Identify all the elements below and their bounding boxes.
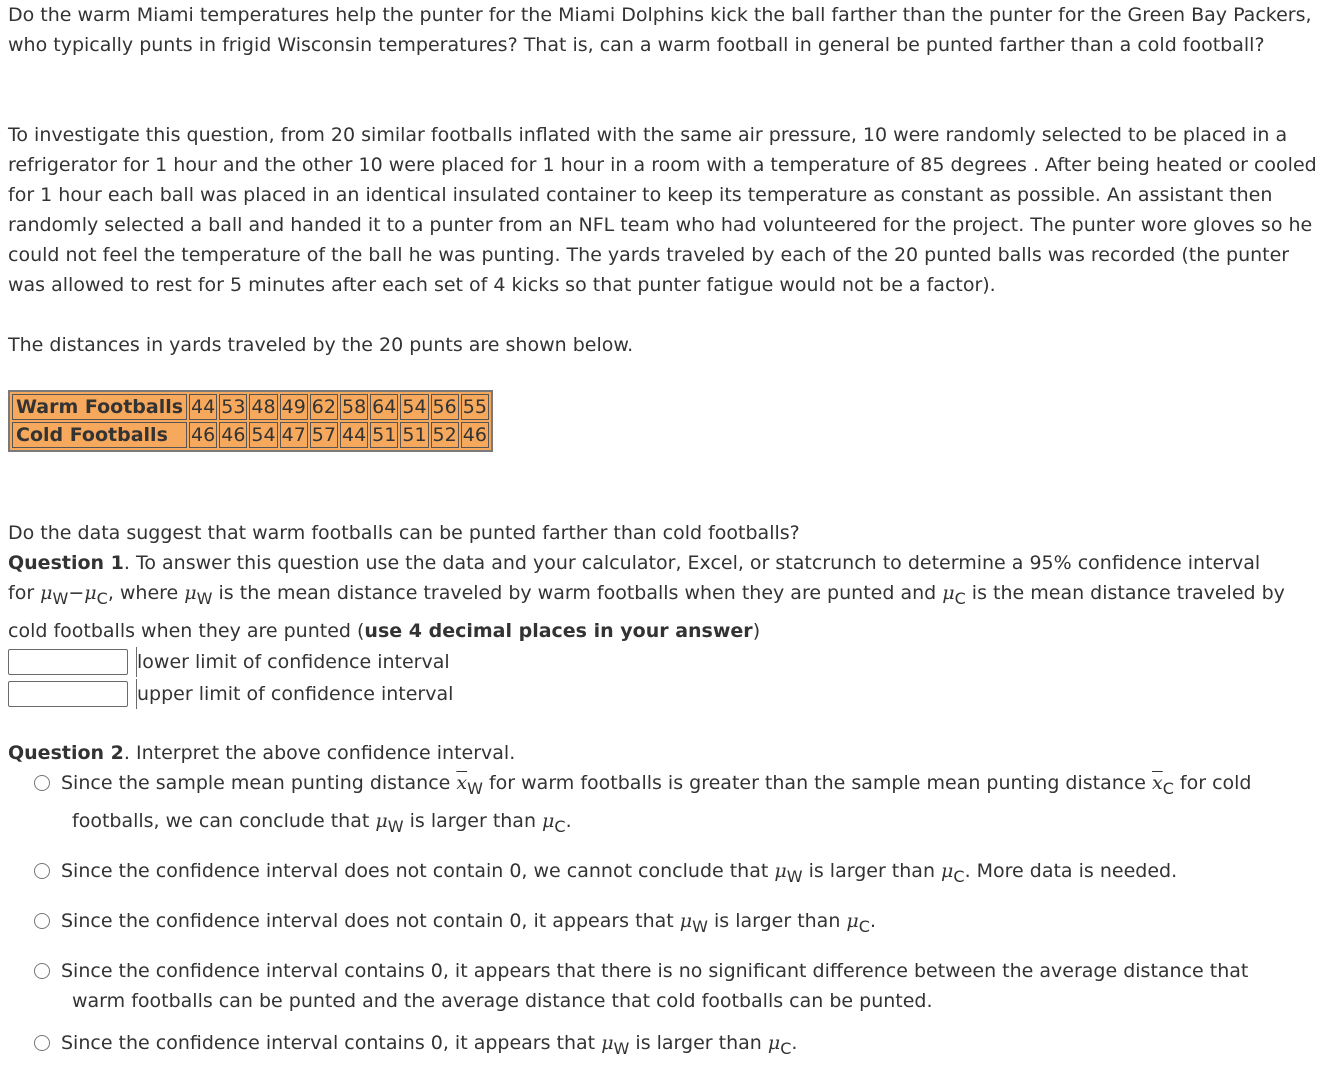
upper-limit-input[interactable]: [8, 681, 128, 707]
option-text-part: footballs, we can conclude that: [72, 810, 376, 832]
table-cell: 62: [311, 396, 336, 418]
table-cell: 44: [191, 396, 216, 418]
option-text-part: .: [565, 810, 572, 832]
q1-text: ): [752, 620, 761, 642]
option-text-part: .: [869, 910, 876, 932]
answer-option-2[interactable]: [34, 856, 1314, 886]
table-cell: 64: [372, 396, 397, 418]
table-cell: 47: [281, 424, 306, 446]
table-cell: 57: [311, 424, 336, 446]
subscript: C: [858, 917, 870, 936]
table-cell: 56: [432, 396, 457, 418]
subscript: W: [196, 589, 213, 608]
q1-text: for: [8, 582, 41, 604]
distances-intro: The distances in yards traveled by the 20 punts are shown below.: [8, 334, 634, 356]
subscript: C: [780, 1039, 792, 1058]
mu-symbol: μ: [601, 1032, 614, 1054]
question-2-heading: [8, 738, 515, 768]
option-text-part: Since the confidence interval contains 0, it appears that: [61, 1032, 602, 1054]
option-text: [34, 768, 1314, 798]
option-text-part: .: [791, 1032, 798, 1054]
table-cell: 48: [251, 396, 276, 418]
row-label: Warm Footballs: [12, 394, 187, 420]
question-1-label: Question 1: [8, 552, 124, 574]
table-row-cold: [12, 422, 489, 448]
radio-button[interactable]: [34, 775, 50, 791]
mu-symbol: μ: [542, 810, 555, 832]
punt-distance-table: [8, 390, 493, 452]
minus-sign: −: [68, 582, 85, 604]
option-text: [34, 1028, 1314, 1058]
option-text-part: is larger than: [707, 910, 847, 932]
subscript: W: [387, 817, 404, 836]
q1-bold-instruction: use 4 decimal places in your answer: [364, 620, 753, 642]
upper-limit-row: [8, 679, 453, 709]
q1-text: , where: [107, 582, 185, 604]
subscript: C: [1162, 779, 1174, 798]
subscript: W: [692, 917, 708, 936]
option-text-part: is larger than: [403, 810, 543, 832]
table-cell: 51: [372, 424, 397, 446]
option-text-continued: warm footballs can be punted and the average distance that cold footballs can be punted.: [72, 990, 933, 1012]
mu-symbol: μ: [774, 860, 787, 882]
q1-text: is the mean distance traveled by warm footballs when they are punted and: [212, 582, 943, 604]
table-cell: 46: [462, 424, 487, 446]
option-text-part: Since the confidence interval does not contain 0, we cannot conclude that: [61, 860, 775, 882]
radio-button[interactable]: [34, 963, 50, 979]
radio-button[interactable]: [34, 913, 50, 929]
subscript: C: [954, 589, 966, 608]
answer-option-5[interactable]: [34, 1028, 1314, 1058]
subscript: W: [52, 589, 69, 608]
option-text-part: for cold: [1173, 772, 1252, 794]
row-label: Cold Footballs: [12, 422, 187, 448]
radio-button[interactable]: [34, 1035, 50, 1051]
option-text-part: Since the sample mean punting distance: [61, 772, 457, 794]
mu-symbol: μ: [375, 810, 388, 832]
lower-limit-input[interactable]: [8, 649, 128, 675]
question-1-line-2: [8, 578, 1285, 608]
table-cell: 46: [191, 424, 216, 446]
mu-symbol: μ: [679, 910, 693, 932]
table-cell: 51: [402, 424, 427, 446]
q1-text: cold footballs when they are punted (: [8, 620, 365, 642]
option-text-part: . More data is needed.: [964, 860, 1178, 882]
option-text-continued: [34, 806, 1314, 836]
mu-symbol: μ: [941, 860, 954, 882]
answer-option-1[interactable]: [34, 768, 1314, 836]
answer-option-4[interactable]: [34, 956, 1314, 1016]
x-bar-symbol: $\overline{x}$: [456, 772, 468, 794]
option-text-part: Since the confidence interval does not contain 0, it appears that: [61, 910, 680, 932]
subscript: C: [96, 589, 108, 608]
question-text: Do the data suggest that warm footballs can be punted farther than cold footballs?: [8, 522, 800, 544]
option-text: Since the confidence interval contains 0, it appears that there is no significant difference between the average distance that: [61, 960, 1249, 982]
option-text-part: is larger than: [802, 860, 942, 882]
subscript: W: [613, 1039, 630, 1058]
mu-symbol: μ: [184, 582, 197, 604]
question-1-text: . To answer this question use the data and your calculator, Excel, or statcrunch to determine a 95% confidence interval: [123, 552, 1261, 574]
question-2-text: . Interpret the above confidence interval.: [123, 742, 516, 764]
subscript: C: [953, 867, 965, 886]
table-row-warm: [12, 394, 489, 420]
x-bar-symbol: $\overline{x}$: [1151, 772, 1163, 794]
table-cell: 54: [402, 396, 427, 418]
table-cell: 53: [221, 396, 246, 418]
radio-button[interactable]: [34, 863, 50, 879]
option-text: [34, 906, 1314, 936]
lower-limit-row: [8, 647, 450, 677]
table-cell: 44: [341, 424, 367, 446]
lower-limit-label: lower limit of confidence interval: [136, 647, 450, 677]
option-text-part: for warm footballs is greater than the sample mean punting distance: [482, 772, 1152, 794]
option-text: [34, 856, 1314, 886]
answer-option-3[interactable]: [34, 906, 1314, 936]
mu-symbol: μ: [942, 582, 955, 604]
subscript: C: [554, 817, 566, 836]
table-cell: 54: [251, 424, 276, 446]
mu-symbol: μ: [767, 1032, 781, 1054]
q1-text: is the mean distance traveled by: [965, 582, 1285, 604]
table-cell: 52: [432, 424, 457, 446]
option-text-part: is larger than: [629, 1032, 768, 1054]
question-1-line-1: [8, 548, 1260, 578]
mu-symbol: μ: [40, 582, 53, 604]
intro-paragraph: Do the warm Miami temperatures help the punter for the Miami Dolphins kick the ball farther than the punter for the Green Bay Packers, who typically punts in frigid Wisconsin temperatures? That is, can a warm football in general be punted farther than a cold football?: [8, 4, 1312, 56]
upper-limit-label: upper limit of confidence interval: [136, 679, 453, 709]
subscript: W: [786, 867, 803, 886]
mu-symbol: μ: [84, 582, 97, 604]
table-cell: 58: [341, 396, 367, 418]
subscript: W: [467, 779, 483, 798]
table-cell: 49: [281, 396, 306, 418]
table-cell: 46: [221, 424, 246, 446]
method-paragraph: To investigate this question, from 20 similar footballs inflated with the same air pressure, 10 were randomly selected to be placed in a refrigerator for 1 hour and the other 10 were placed for 1 hour in a room with a temperature of 85 degrees . After being heated or cooled for 1 hour each ball was placed in an identical insulated container to keep its temperature as constant as possible. An assistant then randomly selected a ball and handed it to a punter from an NFL team who had volunteered for the project. The punter wore gloves so he could not feel the temperature of the ball he was punting. The yards traveled by each of the 20 punted balls was recorded (the punter was allowed to rest for 5 minutes after each set of 4 kicks so that punter fatigue would not be a factor).: [8, 124, 1317, 296]
question-1-line-3: [8, 616, 760, 646]
mu-symbol: μ: [846, 910, 859, 932]
table-cell: 55: [462, 396, 487, 418]
question-2-label: Question 2: [8, 742, 124, 764]
